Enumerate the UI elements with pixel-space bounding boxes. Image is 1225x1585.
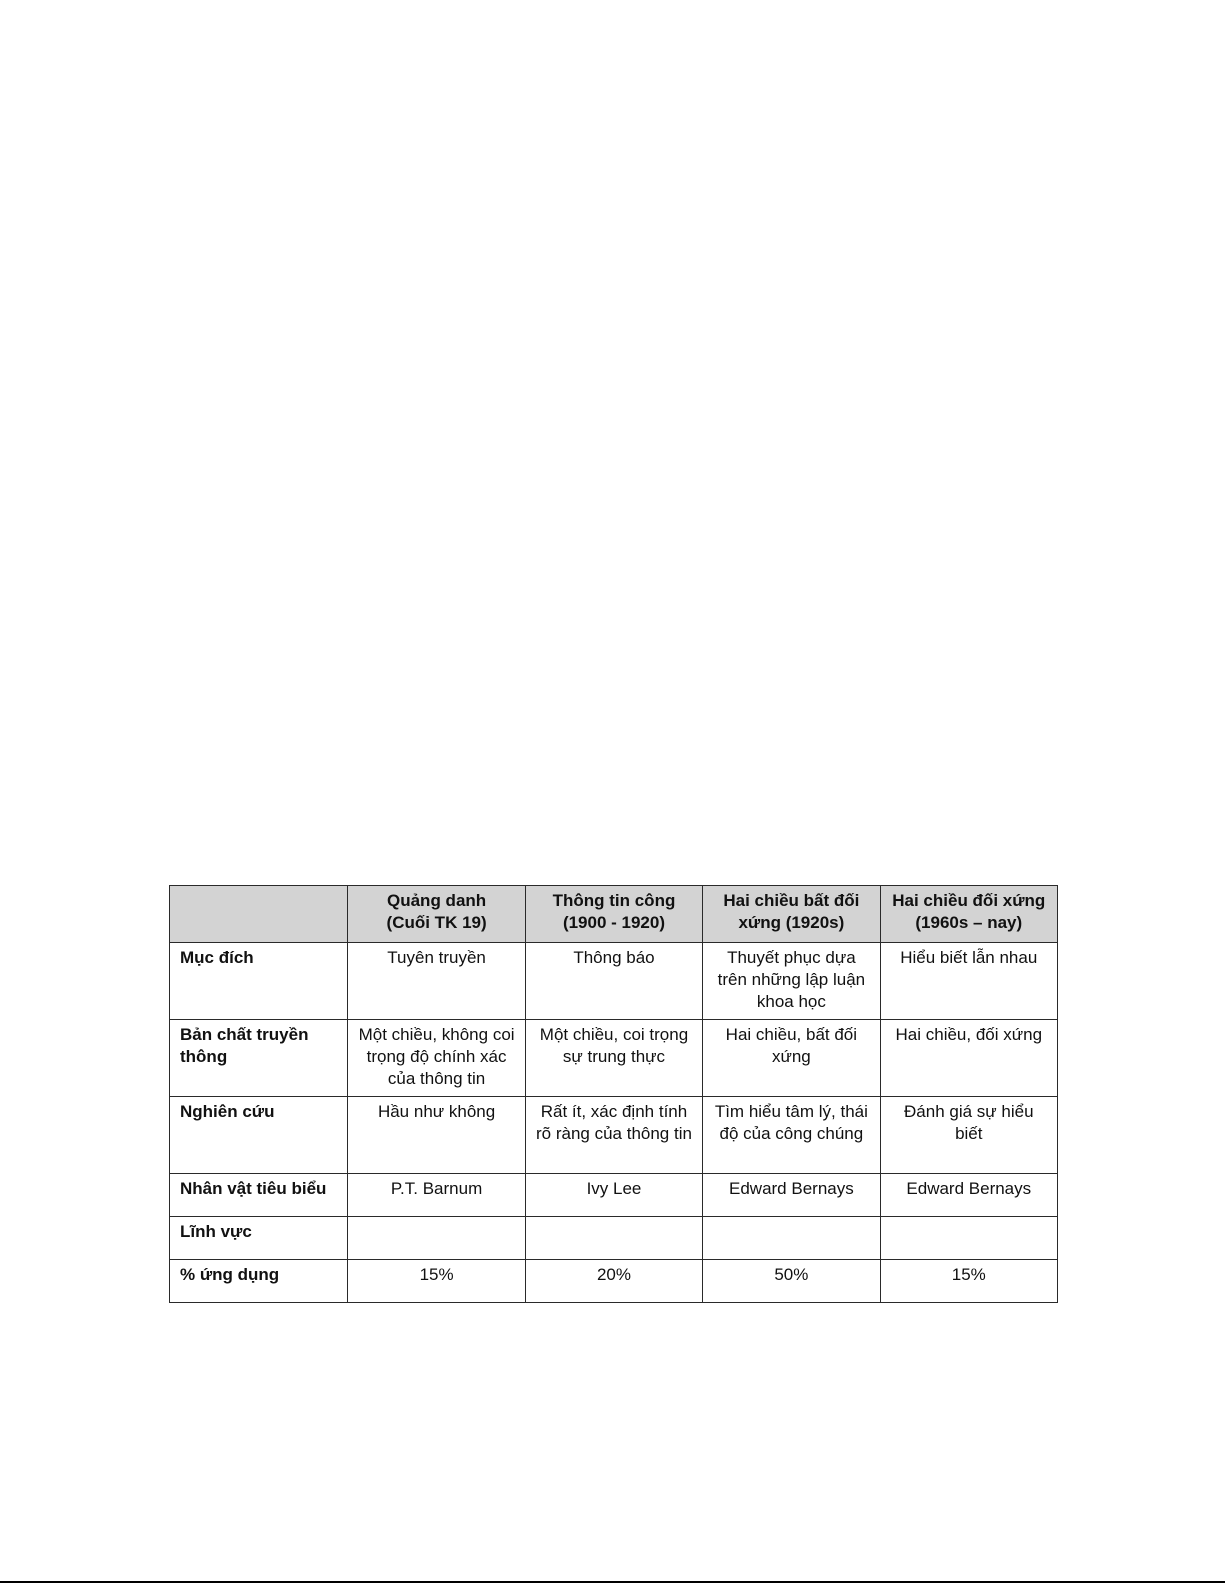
header-title: Thông tin công <box>552 891 676 910</box>
header-title: Quảng danh <box>387 891 487 910</box>
table-row-field <box>170 1217 1058 1260</box>
header-title: Hai chiều đối xứng <box>892 891 1046 910</box>
table-cell: Ivy Lee <box>525 1174 702 1217</box>
table-cell: Tuyên truyền <box>348 943 525 1020</box>
table-cell: Một chiều, không coi trọng độ chính xác của thông tin <box>348 1020 525 1097</box>
table-cell <box>703 1217 880 1260</box>
row-label: Nhân vật tiêu biểu <box>170 1174 348 1217</box>
table-cell <box>525 1217 702 1260</box>
table-cell: Một chiều, coi trọng sự trung thực <box>525 1020 702 1097</box>
row-label: Nghiên cứu <box>170 1097 348 1174</box>
header-period: (Cuối TK 19) <box>386 913 487 932</box>
table-cell <box>880 1217 1057 1260</box>
table-row-purpose <box>170 943 1058 1020</box>
table-cell: 15% <box>880 1260 1057 1303</box>
table-cell: 50% <box>703 1260 880 1303</box>
page-bottom-rule <box>0 1581 1225 1583</box>
row-label: Bản chất truyền thông <box>170 1020 348 1097</box>
table-cell: Hiểu biết lẫn nhau <box>880 943 1057 1020</box>
table-cell: Hầu như không <box>348 1097 525 1174</box>
table-cell: Edward Bernays <box>703 1174 880 1217</box>
header-model-two-way-asymmetric <box>703 886 880 943</box>
header-period: xứng (1920s) <box>738 913 845 932</box>
header-model-press-agentry <box>348 886 525 943</box>
table-cell: P.T. Barnum <box>348 1174 525 1217</box>
header-period: (1900 - 1920) <box>562 913 666 932</box>
table-cell: Hai chiều, đối xứng <box>880 1020 1057 1097</box>
table-row-communication-nature <box>170 1020 1058 1097</box>
header-period: (1960s – nay) <box>915 913 1023 932</box>
header-corner-cell <box>170 886 348 943</box>
row-label: Lĩnh vực <box>170 1217 348 1260</box>
pr-models-table-container <box>169 885 1058 1303</box>
table-cell: Thuyết phục dựa trên những lập luận khoa học <box>703 943 880 1020</box>
header-title: Hai chiều bất đối <box>723 891 860 910</box>
table-cell: Thông báo <box>525 943 702 1020</box>
header-model-two-way-symmetric <box>880 886 1057 943</box>
row-label: % ứng dụng <box>170 1260 348 1303</box>
row-label: Mục đích <box>170 943 348 1020</box>
table-row-key-figure <box>170 1174 1058 1217</box>
table-row-usage-percent <box>170 1260 1058 1303</box>
table-header-row <box>170 886 1058 943</box>
table-cell: Đánh giá sự hiểu biết <box>880 1097 1057 1174</box>
table-cell: Rất ít, xác định tính rõ ràng của thông tin <box>525 1097 702 1174</box>
table-cell: Edward Bernays <box>880 1174 1057 1217</box>
table-cell: Tìm hiểu tâm lý, thái độ của công chúng <box>703 1097 880 1174</box>
table-cell: 15% <box>348 1260 525 1303</box>
pr-models-table <box>169 885 1058 1303</box>
table-cell <box>348 1217 525 1260</box>
table-row-research <box>170 1097 1058 1174</box>
header-model-public-information <box>525 886 702 943</box>
table-cell: Hai chiều, bất đối xứng <box>703 1020 880 1097</box>
table-cell: 20% <box>525 1260 702 1303</box>
